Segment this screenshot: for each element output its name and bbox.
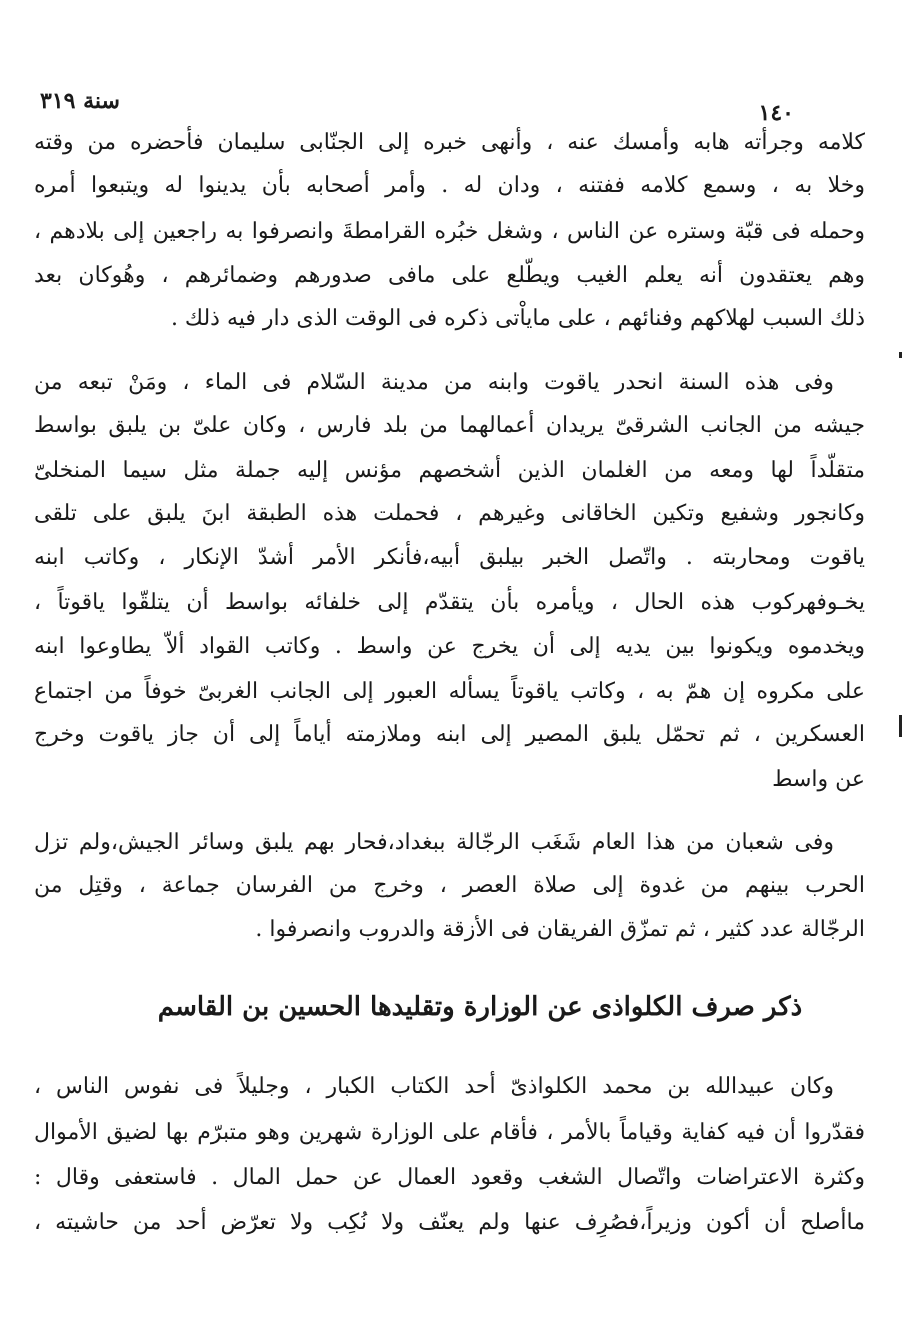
text-line: وفى هذه السنة انحدر ياقوت وابنه من مدينة السّلام فى الماء ، ومَنْ تبعه من	[34, 370, 834, 395]
scan-margin-mark	[899, 715, 902, 737]
page-number: ١٤٠	[758, 100, 794, 126]
text-line: الحرب بينهم من غدوة إلى صلاة العصر ، وخرج من الفرسان جماعة ، وقتِل من	[34, 873, 865, 898]
text-line: ويخدموه ويكونوا بين يديه إلى أن يخرج عن واسط . وكاتب القواد ألاّ يطاوعوا ابنه	[34, 634, 865, 659]
text-line: فقدّروا أن فيه كفاية وقياماً بالأمر ، فأقام على الوزارة شهرين وهو متبرّم بها لضيق الأموال	[34, 1120, 865, 1145]
text-line: ياقوت ومحاربته . واتّصل الخبر بيلبق أبيه،فأنكر الأمر أشدّ الإنكار ، وكاتب ابنه	[34, 545, 865, 570]
text-line: وخلا به ، وسمع كلامه ففتنه ، ودان له . وأمر أصحابه بأن يدينوا له ويتبعوا أمره	[34, 173, 865, 198]
text-line: عن واسط	[772, 767, 865, 792]
text-line: وكانجور وشفيع وتكين الخاقانى وغيرهم ، فحملت هذه الطبقة ابنَ يلبق على تلقى	[34, 501, 865, 526]
text-line: وكثرة الاعتراضات واتّصال الشغب وقعود العمال عن حمل المال . فاستعفى وقال :	[34, 1165, 865, 1190]
section-heading: ذكر صرف الكلواذى عن الوزارة وتقليدها الحسين بن القاسم	[157, 992, 803, 1022]
text-line: وحمله فى قبّة وستره عن الناس ، وشغل خبُره القرامطةَ وانصرفوا به راجعين إلى بلادهم ،	[34, 219, 865, 244]
text-line: وهم يعتقدون أنه يعلم الغيب ويطّلع على مافى صدورهم وضمائرهم ، وهُوكان بعد	[34, 263, 865, 288]
text-line: متقلّداً لها ومعه من الغلمان الذين أشخصهم مؤنس إليه جملة مثل سيما المنخلىّ	[34, 458, 865, 483]
scan-margin-mark	[899, 352, 902, 358]
text-line: ذلك السبب لهلاكهم وفنائهم ، على ماياْتى ذكره فى الوقت الذى دار فيه ذلك .	[170, 306, 865, 331]
running-header-year: سنة ٣١٩	[40, 88, 120, 114]
text-line: الرجّالة عدد كثير ، ثم تمزّق الفريقان فى الأزقة والدروب وانصرفوا .	[255, 917, 865, 942]
text-line: على مكروه إن همّ به ، وكاتب ياقوتاً يسأله العبور إلى الجانب الغربىّ خوفاً من اجتماع	[34, 679, 865, 704]
text-line: وكان عبيدالله بن محمد الكلواذىّ أحد الكتاب الكبار ، وجليلاً فى نفوس الناس ،	[34, 1074, 834, 1099]
text-line: ماأصلح أن أكون وزيراً،فصُرِف عنها ولم يعنّف ولا نُكِب ولا تعرّض أحد من حاشيته ،	[34, 1210, 865, 1235]
text-line: العسكرين ، ثم تحمّل يلبق المصير إلى ابنه وملازمته أياماً إلى أن جاز ياقوت وخرج	[34, 722, 865, 747]
text-line: كلامه وجرأته هابه وأمسك عنه ، وأنهى خبره إلى الجنّابى سليمان فأحضره من وقته	[34, 130, 865, 155]
text-line: جيشه من الجانب الشرقىّ يريدان أعمالهما من بلد فارس ، وكان علىّ بن يلبق بواسط	[34, 413, 865, 438]
text-line: وفى شعبان من هذا العام شَغَب الرجّالة ببغداد،فحار بهم يلبق وسائر الجيش،ولم تزل	[34, 830, 834, 855]
text-line: يخـوفهركوب هذه الحال ، ويأمره بأن يتقدّم إلى خلفائه بواسط أن يتلقّوا ياقوتاً ،	[34, 590, 865, 615]
